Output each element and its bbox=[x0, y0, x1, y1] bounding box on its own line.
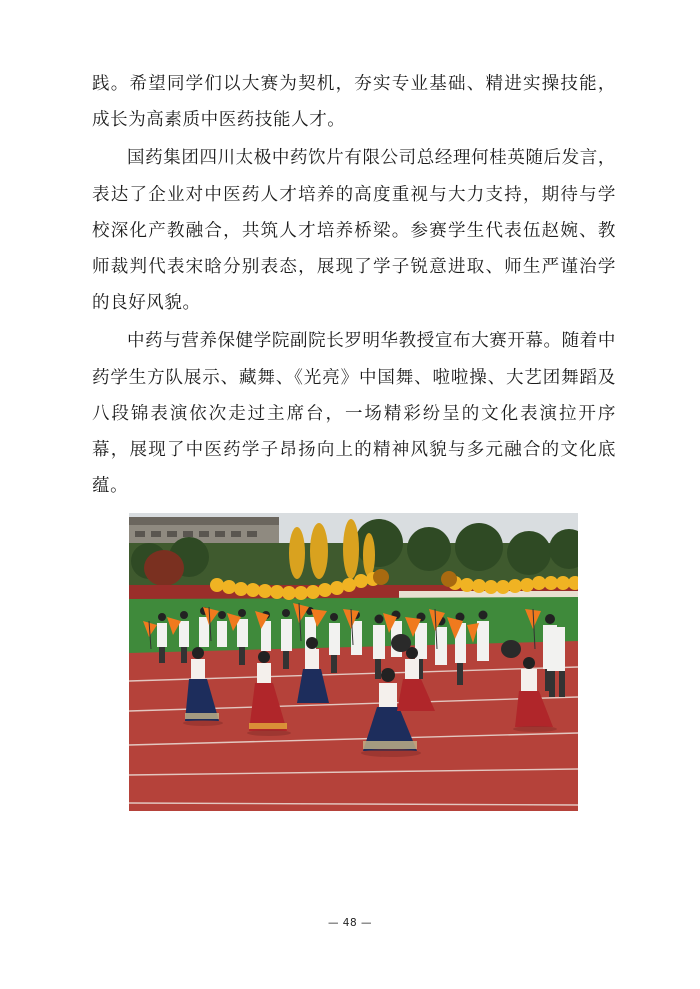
event-photo-illustration bbox=[129, 513, 578, 811]
paragraph-3: 中药与营养保健学院副院长罗明华教授宣布大赛开幕。随着中药学生方队展示、藏舞、《光亮》中国舞、啦啦操、大艺团舞蹈及八段锦表演依次走过主席台，一场精彩纷呈的文化表演拉开序幕，展现了中医药学子昂扬向上的精神风貌与多元融合的文化底蕴。 bbox=[92, 331, 616, 497]
page-number: — 48 — bbox=[327, 917, 373, 929]
paragraph-2: 国药集团四川太极中药饮片有限公司总经理何桂英随后发言，表达了企业对中医药人才培养的高度重视与大力支持，期待与学校深化产教融合，共筑人才培养桥梁。参赛学生代表伍赵婉、教师裁判代表宋晗分别表态，展现了学子锐意进取、师生严谨治学的良好风貌。 bbox=[92, 148, 616, 314]
paragraph-1: 践。希望同学们以大赛为契机，夯实专业基础、精进实操技能，成长为高素质中医药技能人才。 bbox=[92, 74, 616, 131]
body-text bbox=[92, 66, 616, 504]
event-photo bbox=[129, 513, 578, 811]
